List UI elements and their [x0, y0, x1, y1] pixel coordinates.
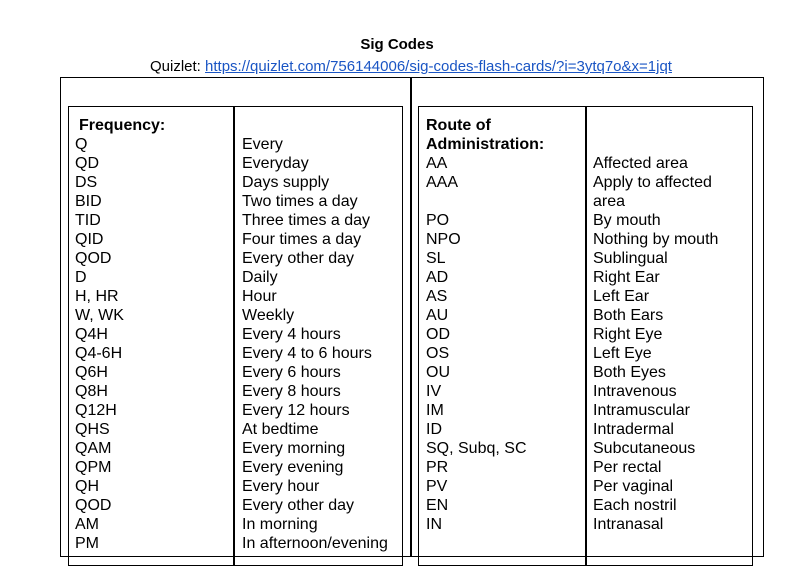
route-meaning: Left Eye	[593, 345, 652, 362]
route-meaning: Both Eyes	[593, 364, 666, 381]
route-meaning-column	[593, 154, 718, 534]
frequency-meaning: Every other day	[242, 250, 355, 267]
frequency-meaning: Every 4 to 6 hours	[242, 345, 372, 362]
frequency-code: D	[75, 269, 87, 286]
route-meaning: Intranasal	[593, 516, 664, 533]
route-code: AA	[426, 155, 448, 172]
frequency-code: QAM	[75, 440, 112, 457]
route-header-line2: Administration:	[426, 136, 545, 153]
route-code: PR	[426, 459, 449, 476]
frequency-meaning: At bedtime	[242, 421, 319, 438]
route-meaning: Right Ear	[593, 269, 660, 286]
route-meaning: Right Eye	[593, 326, 663, 343]
frequency-meaning: Every 6 hours	[242, 364, 341, 381]
route-meaning: area	[593, 193, 626, 210]
route-code: OS	[426, 345, 450, 362]
frequency-code: BID	[75, 193, 102, 210]
route-code-column	[426, 116, 544, 534]
document-title: Sig Codes	[360, 36, 434, 53]
frequency-code: Q12H	[75, 402, 117, 419]
route-code: SL	[426, 250, 446, 267]
route-header-line1: Route of	[426, 117, 491, 134]
route-meaning: Per vaginal	[593, 478, 674, 495]
frequency-meaning: Days supply	[242, 174, 330, 191]
frequency-meaning: Every	[242, 136, 283, 153]
route-meaning: By mouth	[593, 212, 661, 229]
frequency-meaning: Every other day	[242, 497, 355, 514]
outer-table-divider	[410, 77, 412, 557]
frequency-code: Q8H	[75, 383, 108, 400]
frequency-code: Q4-6H	[75, 345, 123, 362]
frequency-meaning-column	[242, 135, 388, 553]
route-meaning: Affected area	[593, 155, 688, 172]
route-meaning: Per rectal	[593, 459, 662, 476]
route-meaning: Apply to affected	[593, 174, 712, 191]
frequency-code: Q6H	[75, 364, 108, 381]
quizlet-link[interactable]: https://quizlet.com/756144006/sig-codes-flash-cards/?i=3ytq7o&x=1jqt	[205, 58, 672, 75]
frequency-meaning: Every 4 hours	[242, 326, 341, 343]
route-meaning: Intramuscular	[593, 402, 690, 419]
route-code: OD	[426, 326, 450, 343]
route-meaning: Intradermal	[593, 421, 674, 438]
frequency-code: QH	[75, 478, 99, 495]
frequency-meaning: Daily	[242, 269, 278, 286]
route-code: NPO	[426, 231, 461, 248]
route-meaning: Intravenous	[593, 383, 677, 400]
route-meaning: Left Ear	[593, 288, 650, 305]
route-code: IM	[426, 402, 444, 419]
route-meaning: Each nostril	[593, 497, 677, 514]
frequency-meaning: Every hour	[242, 478, 320, 495]
route-code: SQ, Subq, SC	[426, 440, 527, 457]
frequency-code: QHS	[75, 421, 110, 438]
frequency-meaning: Every 8 hours	[242, 383, 341, 400]
quizlet-label: Quizlet:	[150, 58, 206, 75]
quizlet-line	[0, 58, 794, 76]
route-code: PV	[426, 478, 448, 495]
frequency-meaning: In afternoon/evening	[242, 535, 388, 552]
frequency-code: AM	[75, 516, 99, 533]
frequency-code: Q	[75, 136, 88, 153]
route-meaning: Nothing by mouth	[593, 231, 719, 248]
route-meaning: Subcutaneous	[593, 440, 696, 457]
frequency-code: W, WK	[75, 307, 124, 324]
frequency-header: Frequency:	[79, 117, 166, 134]
frequency-code-column	[75, 116, 165, 553]
route-code: PO	[426, 212, 450, 229]
frequency-code: TID	[75, 212, 101, 229]
frequency-meaning: Every evening	[242, 459, 344, 476]
frequency-meaning: Weekly	[242, 307, 295, 324]
route-code: AAA	[426, 174, 459, 191]
route-code: AD	[426, 269, 449, 286]
route-meaning: Both Ears	[593, 307, 664, 324]
route-code: IV	[426, 383, 442, 400]
route-code: AS	[426, 288, 448, 305]
frequency-meaning: Everyday	[242, 155, 309, 172]
frequency-code: QPM	[75, 459, 112, 476]
route-code	[426, 192, 544, 211]
frequency-code: Q4H	[75, 326, 108, 343]
route-code: OU	[426, 364, 450, 381]
frequency-meaning: Four times a day	[242, 231, 362, 248]
frequency-code: QOD	[75, 250, 112, 267]
frequency-code: QOD	[75, 497, 112, 514]
route-code: AU	[426, 307, 449, 324]
frequency-code: QD	[75, 155, 99, 172]
frequency-code: DS	[75, 174, 98, 191]
frequency-code: H, HR	[75, 288, 119, 305]
frequency-meaning: Hour	[242, 288, 277, 305]
frequency-meaning: Every 12 hours	[242, 402, 350, 419]
frequency-meaning: Every morning	[242, 440, 346, 457]
route-table-divider	[585, 106, 587, 566]
route-code: ID	[426, 421, 442, 438]
frequency-meaning: Two times a day	[242, 193, 358, 210]
frequency-table-divider	[233, 106, 235, 566]
frequency-code: PM	[75, 535, 99, 552]
route-code: IN	[426, 516, 442, 533]
route-code: EN	[426, 497, 449, 514]
frequency-code: QID	[75, 231, 104, 248]
route-meaning: Sublingual	[593, 250, 668, 267]
frequency-meaning: In morning	[242, 516, 318, 533]
frequency-meaning: Three times a day	[242, 212, 371, 229]
